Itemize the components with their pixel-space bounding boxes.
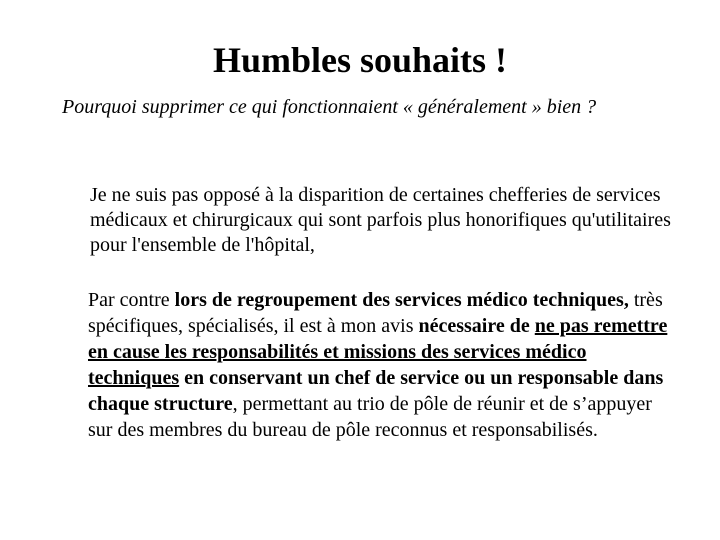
slide-title: Humbles souhaits ! xyxy=(212,40,508,80)
paragraph-opposition: Je ne suis pas opposé à la disparition de certaines chefferies de services médicaux et chirurgicaux qui sont parfois plus honorifiques qu'utilitaires pour l'ensemble de l'hôpital, xyxy=(90,184,671,256)
paragraph2-chef-de-service: en conservant un chef de service ou un responsable dans chaque structure xyxy=(88,367,664,415)
paragraph2-conclusion: , permettant au trio de pôle de réunir et de s’appuyer sur des membres du bureau de pôle reconnus et responsabilisés. xyxy=(88,393,652,441)
paragraph2-responsabilites: ne pas remettre en cause les responsabilités et missions des services médico techniques xyxy=(88,315,668,389)
paragraph2-regroupement: lors de regroupement des services médico techniques, xyxy=(174,289,629,311)
paragraph2-necessaire: nécessaire de xyxy=(418,315,535,337)
question-text: Pourquoi supprimer ce qui fonctionnaient « généralement » bien ? xyxy=(62,96,597,118)
paragraph-medico-techniques xyxy=(88,287,678,443)
paragraph2-specifiques: très spécifiques, spécialisés, il est à mon avis xyxy=(88,289,663,337)
paragraph2-intro: Par contre xyxy=(88,289,175,311)
